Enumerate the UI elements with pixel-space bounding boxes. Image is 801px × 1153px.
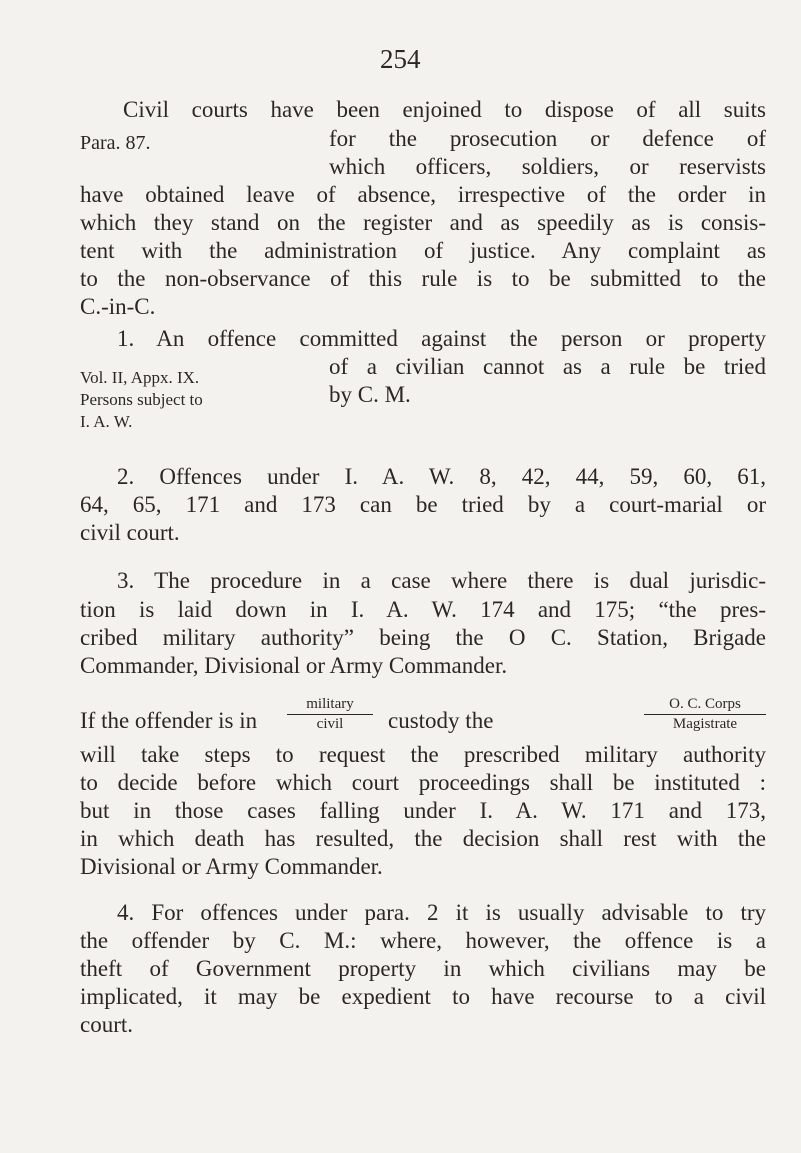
paragraph-line: 4. For offences under para. 2 it is usually advisable to try [117, 900, 766, 925]
paragraph-line: 3. The procedure in a case where there is dual jurisdic- [117, 568, 766, 593]
page-number: 254 [380, 44, 421, 74]
paragraph-line: in which death has resulted, the decision shall rest with the [80, 826, 766, 851]
fraction-denominator: Magistrate [672, 716, 738, 732]
paragraph-line: Commander, Divisional or Army Commander. [80, 653, 508, 678]
fraction-numerator: military [287, 696, 373, 715]
paragraph-line: tion is laid down in I. A. W. 174 and 175; “the pres- [80, 597, 766, 622]
paragraph-line: but in those cases falling under I. A. W. 171 and 173, [80, 798, 766, 823]
paragraph-line: cribed military authority” being the O C. Station, Brigade [80, 625, 766, 650]
paragraph-line: 2. Offences under I. A. W. 8, 42, 44, 59, 60, 61, [117, 464, 766, 489]
margin-note-para: Para. 87. [80, 132, 151, 154]
paragraph-line: civil court. [80, 520, 180, 545]
fraction-corps-magistrate [644, 696, 766, 733]
paragraph-line: to decide before which court proceedings shall be instituted : [80, 770, 766, 795]
paragraph-line: 64, 65, 171 and 173 can be tried by a court-marial or [80, 492, 766, 517]
fraction-military-civil [287, 696, 373, 733]
fraction-denominator: civil [316, 716, 344, 732]
paragraph-line: will take steps to request the prescribed military authority [80, 742, 766, 767]
paragraph-line: 1. An offence committed against the person or property [117, 326, 766, 351]
paragraph-line: implicated, it may be expedient to have recourse to a civil [80, 984, 766, 1009]
paragraph-line: Divisional or Army Commander. [80, 854, 383, 879]
fraction-numerator: O. C. Corps [644, 696, 766, 715]
paragraph-line: tent with the administration of justice. Any complaint as [80, 238, 766, 263]
fraction-line-lead: If the offender is in [80, 708, 258, 733]
paragraph-line: have obtained leave of absence, irrespective of the order in [80, 182, 766, 207]
paragraph-line: which officers, soldiers, or reservists [329, 154, 766, 179]
margin-note-line: I. A. W. [80, 412, 133, 431]
fraction-line-middle: custody the [388, 708, 494, 733]
paragraph-line: Civil courts have been enjoined to dispose of all suits [123, 97, 766, 122]
paragraph-line: which they stand on the register and as speedily as is consis- [80, 210, 766, 235]
paragraph-line: court. [80, 1012, 134, 1037]
paragraph-line: C.-in-C. [80, 294, 156, 319]
paragraph-line: the offender by C. M.: where, however, the offence is a [80, 928, 766, 953]
paragraph-line: to the non-observance of this rule is to be submitted to the [80, 266, 766, 291]
paragraph-line: by C. M. [329, 382, 411, 407]
paragraph-line: for the prosecution or defence of [329, 126, 766, 151]
margin-note-line: Vol. II, Appx. IX. [80, 368, 200, 387]
paragraph-line: theft of Government property in which civilians may be [80, 956, 766, 981]
margin-note-line: Persons subject to [80, 390, 203, 409]
paragraph-line: of a civilian cannot as a rule be tried [329, 354, 766, 379]
